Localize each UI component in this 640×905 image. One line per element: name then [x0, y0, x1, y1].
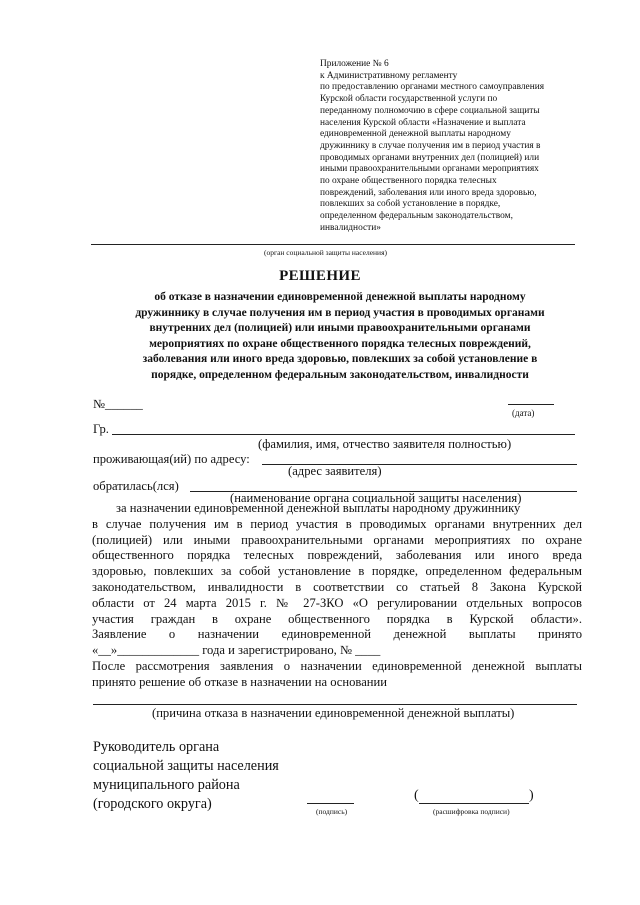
signer-line: муниципального района [93, 777, 240, 793]
reason-caption: (причина отказа в назначении единовременной денежной выплаты) [152, 706, 515, 720]
citizen-label: Гр. [93, 422, 109, 436]
body-line: После рассмотрения заявления о назначении единовременной денежной выплаты [92, 658, 582, 673]
body-line: области от 24 марта 2015 г. № 27-ЗКО «О регулировании отдельных вопросов [92, 595, 582, 610]
date-line [508, 404, 554, 405]
body-line: участия граждан в охране общественного порядка в Курской области». [92, 611, 582, 626]
appendix-line: переданному полномочию в сфере социальной защиты [320, 105, 540, 116]
appendix-line: Курской области государственной услуги по [320, 94, 498, 105]
applied-label: обратилась(лся) [93, 479, 179, 493]
body-line: в случае получения им в период участия в проводимых органами внутренних дел [92, 516, 582, 531]
appendix-line: иными правоохранительными органами мероприятиях [320, 164, 539, 175]
appendix-line: повреждений, заболевания или иного вреда здоровью, [320, 187, 537, 198]
organ-caption: (орган социальной защиты населения) [264, 248, 388, 257]
subtitle-line: порядке, определенном федеральным законодательством, инвалидности [151, 368, 529, 381]
appendix-line: инвалидности» [320, 222, 381, 233]
signer-line: (городского округа) [93, 796, 212, 812]
body-line: за назначении единовременной денежной выплаты народному дружиннику [116, 501, 521, 515]
subtitle-line: мероприятиях по охране общественного порядка телесных повреждений, [149, 337, 531, 350]
date-caption: (дата) [512, 408, 535, 418]
body-line: здоровью, повлекших за собой установление в порядке, определенном федеральным [92, 564, 582, 579]
body-line: принято решение об отказе в назначении на основании [92, 674, 388, 689]
signature-caption: (подпись) [316, 807, 348, 816]
signer-block [93, 738, 279, 814]
number-field[interactable]: №______ [93, 397, 143, 411]
subtitle-line: внутренних дел (полицией) или иными правоохранительными органами [149, 322, 531, 334]
subtitle-line: заболевания или иного вреда здоровью, повлекших за собой установление в [142, 353, 538, 365]
appendix-line: единовременной денежной выплаты народному [320, 129, 511, 140]
decoding-open-paren: ( [414, 788, 419, 803]
citizen-field[interactable] [112, 434, 575, 435]
document-title: РЕШЕНИЕ [279, 268, 361, 284]
subtitle-line: об отказе в назначении единовременной денежной выплаты народному [154, 291, 526, 303]
appendix-header [320, 59, 620, 235]
address-label: проживающая(ий) по адресу: [93, 452, 250, 466]
decoding-field[interactable] [419, 803, 529, 804]
appendix-line: по предоставлению органами местного самоуправления [320, 82, 545, 93]
organ-line [91, 244, 575, 245]
signature-field[interactable] [307, 803, 354, 804]
body-line: Заявление о назначении единовременной денежной выплаты принято [92, 627, 582, 642]
body-line: законодательством, инвалидности в соответствии со статьей 8 Закона Курской [92, 579, 582, 594]
appendix-line: Приложение № 6 [320, 59, 389, 69]
appendix-line: повлекших за собой установление в порядке, [320, 199, 501, 210]
subtitle-line: дружиннику в случае получения им в период участия в проводимых органами [135, 306, 545, 319]
address-caption: (адрес заявителя) [288, 464, 382, 478]
registration-line[interactable]: «__»_____________ года и зарегистрировано, № ____ [92, 643, 381, 658]
decoding-caption: (расшифровка подписи) [433, 807, 510, 816]
appendix-line: проводимых органами внутренних дел (полицией) или [320, 152, 540, 163]
document-subtitle [105, 290, 575, 383]
appendix-line: населения Курской области «Назначение и выплата [320, 117, 526, 128]
appendix-line: дружиннику в случае получения им в период участия в [320, 140, 541, 151]
decoding-close-paren: ) [529, 788, 534, 803]
appendix-line: определенном федеральным законодательством, [320, 211, 513, 222]
appendix-line: по охране общественного порядка телесных [320, 176, 497, 187]
body-line: (полицией) или иными правоохранительными органами мероприятиях по охране [92, 532, 582, 547]
reason-field[interactable] [93, 704, 577, 705]
organ-name-caption: (наименование органа социальной защиты населения) [230, 491, 522, 505]
signer-line: Руководитель органа [93, 739, 220, 755]
citizen-caption: (фамилия, имя, отчество заявителя полностью) [258, 437, 512, 451]
appendix-line: к Административному регламенту [320, 70, 458, 81]
body-line: общественного порядка телесных повреждений, заболевания или иного вреда [92, 548, 582, 563]
body-text [92, 501, 582, 691]
signer-line: социальной защиты населения [93, 758, 279, 774]
